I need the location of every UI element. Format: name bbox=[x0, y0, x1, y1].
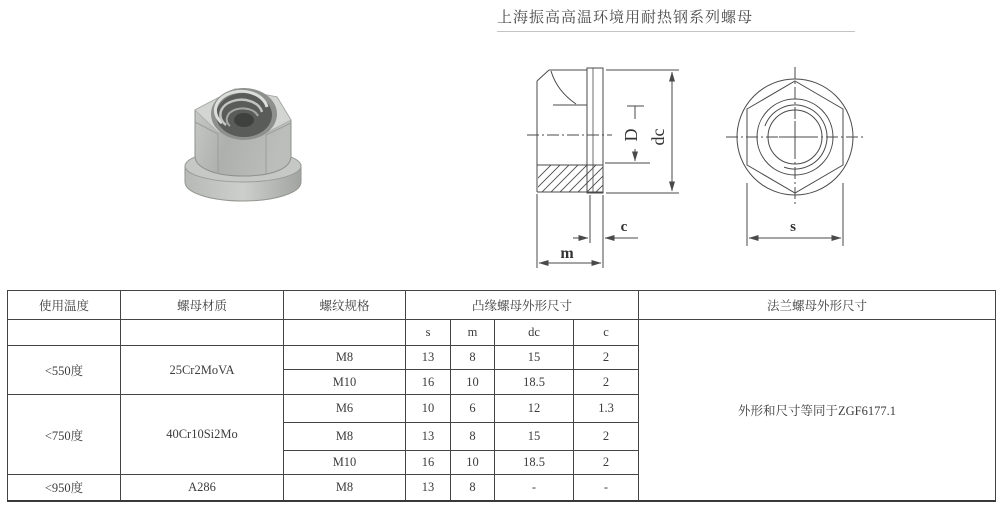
page-title: 上海振高高温环境用耐热钢系列螺母 bbox=[497, 8, 754, 26]
svg-text:s: s bbox=[790, 219, 796, 235]
front-view-drawing bbox=[726, 67, 864, 246]
subheader-m: m bbox=[451, 320, 495, 346]
empty-cell bbox=[284, 320, 406, 346]
dim-m-cell: 10 bbox=[451, 370, 495, 395]
dim-s-cell: 10 bbox=[406, 395, 451, 423]
dim-m-cell: 8 bbox=[451, 423, 495, 451]
dim-dc-cell: 12 bbox=[495, 395, 574, 423]
header-temperature: 使用温度 bbox=[8, 291, 121, 320]
empty-cell bbox=[8, 320, 121, 346]
dim-c-cell: 2 bbox=[574, 423, 639, 451]
dimension-dc bbox=[606, 70, 679, 193]
empty-cell bbox=[121, 320, 284, 346]
dimension-c bbox=[573, 195, 638, 243]
header-thread-spec: 螺纹规格 bbox=[284, 291, 406, 320]
flange-note-cell: 外形和尺寸等同于ZGF6177.1 bbox=[639, 320, 996, 501]
drawing-svg bbox=[505, 55, 900, 280]
thread-spec-cell: M8 bbox=[284, 346, 406, 370]
dim-m-cell: 10 bbox=[451, 451, 495, 475]
material-cell: A286 bbox=[121, 475, 284, 501]
dim-c-cell: - bbox=[574, 475, 639, 501]
header-flange-nut-dims: 凸缘螺母外形尺寸 bbox=[406, 291, 639, 320]
dim-s-cell: 13 bbox=[406, 346, 451, 370]
svg-text:m: m bbox=[560, 245, 574, 262]
subheader-s: s bbox=[406, 320, 451, 346]
svg-text:c: c bbox=[620, 219, 628, 235]
thread-spec-cell: M10 bbox=[284, 370, 406, 395]
material-cell: 25Cr2MoVA bbox=[121, 346, 284, 395]
subheader-c: c bbox=[574, 320, 639, 346]
dim-dc-cell: 15 bbox=[495, 346, 574, 370]
temp-cell: <750度 bbox=[8, 395, 121, 475]
svg-text:D: D bbox=[621, 128, 642, 142]
material-cell: 40Cr10Si2Mo bbox=[121, 395, 284, 475]
product-photo bbox=[178, 70, 308, 212]
dim-s-cell: 16 bbox=[406, 370, 451, 395]
dim-m-cell: 8 bbox=[451, 475, 495, 501]
technical-drawings bbox=[505, 55, 900, 280]
thread-spec-cell: M10 bbox=[284, 451, 406, 475]
dim-s-cell: 13 bbox=[406, 475, 451, 501]
dim-dc-cell: 18.5 bbox=[495, 370, 574, 395]
threaded-hole bbox=[211, 88, 277, 140]
title-underline bbox=[497, 31, 855, 32]
side-view-drawing bbox=[520, 68, 679, 268]
dim-s-cell: 13 bbox=[406, 423, 451, 451]
thread-spec-cell: M8 bbox=[284, 475, 406, 501]
spec-table bbox=[7, 290, 996, 502]
dim-m-cell: 8 bbox=[451, 346, 495, 370]
dim-c-cell: 1.3 bbox=[574, 395, 639, 423]
header-material: 螺母材质 bbox=[121, 291, 284, 320]
thread-spec-cell: M6 bbox=[284, 395, 406, 423]
header-flange-nut-outline: 法兰螺母外形尺寸 bbox=[639, 291, 996, 320]
temp-cell: <550度 bbox=[8, 346, 121, 395]
dim-c-cell: 2 bbox=[574, 451, 639, 475]
dim-dc-cell: - bbox=[495, 475, 574, 501]
svg-text:dc: dc bbox=[648, 128, 669, 146]
dim-c-cell: 2 bbox=[574, 370, 639, 395]
dim-c-cell: 2 bbox=[574, 346, 639, 370]
dim-dc-cell: 15 bbox=[495, 423, 574, 451]
temp-cell: <950度 bbox=[8, 475, 121, 501]
dim-s-cell: 16 bbox=[406, 451, 451, 475]
thread-spec-cell: M8 bbox=[284, 423, 406, 451]
hex-flange-nut-photo bbox=[178, 70, 308, 212]
dim-dc-cell: 18.5 bbox=[495, 451, 574, 475]
dim-m-cell: 6 bbox=[451, 395, 495, 423]
dimension-m bbox=[537, 194, 603, 268]
subheader-dc: dc bbox=[495, 320, 574, 346]
